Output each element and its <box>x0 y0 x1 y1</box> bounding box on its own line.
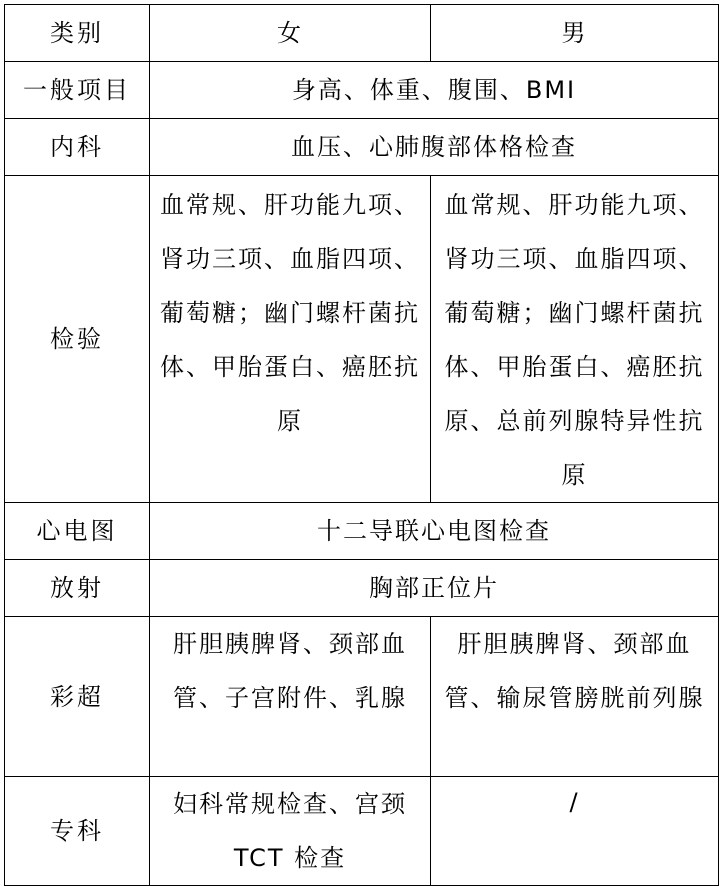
specialty-category: 专科 <box>5 777 150 886</box>
ultrasound-category: 彩超 <box>5 617 150 777</box>
header-category: 类别 <box>5 5 150 62</box>
radiology-items: 胸部正位片 <box>150 560 719 617</box>
radiology-category: 放射 <box>5 560 150 617</box>
lab-male: 血常规、肝功能九项、肾功三项、血脂四项、葡萄糖；幽门螺杆菌抗体、甲胎蛋白、癌胚抗原、总前列腺特异性抗原 <box>431 176 719 503</box>
row-radiology <box>5 560 719 617</box>
lab-female: 血常规、肝功能九项、肾功三项、血脂四项、葡萄糖；幽门螺杆菌抗体、甲胎蛋白、癌胚抗原 <box>150 176 431 503</box>
exam-table <box>4 4 719 886</box>
row-specialty <box>5 777 719 886</box>
general-category: 一般项目 <box>5 62 150 119</box>
internal-category: 内科 <box>5 119 150 176</box>
header-female: 女 <box>150 5 431 62</box>
row-general <box>5 62 719 119</box>
row-ultrasound <box>5 617 719 777</box>
specialty-female: 妇科常规检查、宫颈 TCT 检查 <box>150 777 431 886</box>
ecg-items: 十二导联心电图检查 <box>150 503 719 560</box>
specialty-male: / <box>431 777 719 886</box>
general-items: 身高、体重、腹围、BMI <box>150 62 719 119</box>
row-internal <box>5 119 719 176</box>
header-male: 男 <box>431 5 719 62</box>
row-ecg <box>5 503 719 560</box>
ecg-category: 心电图 <box>5 503 150 560</box>
ultrasound-male: 肝胆胰脾肾、颈部血管、输尿管膀胱前列腺 <box>431 617 719 777</box>
row-lab <box>5 176 719 503</box>
header-row <box>5 5 719 62</box>
internal-items: 血压、心肺腹部体格检查 <box>150 119 719 176</box>
ultrasound-female: 肝胆胰脾肾、颈部血管、子宫附件、乳腺 <box>150 617 431 777</box>
lab-category: 检验 <box>5 176 150 503</box>
